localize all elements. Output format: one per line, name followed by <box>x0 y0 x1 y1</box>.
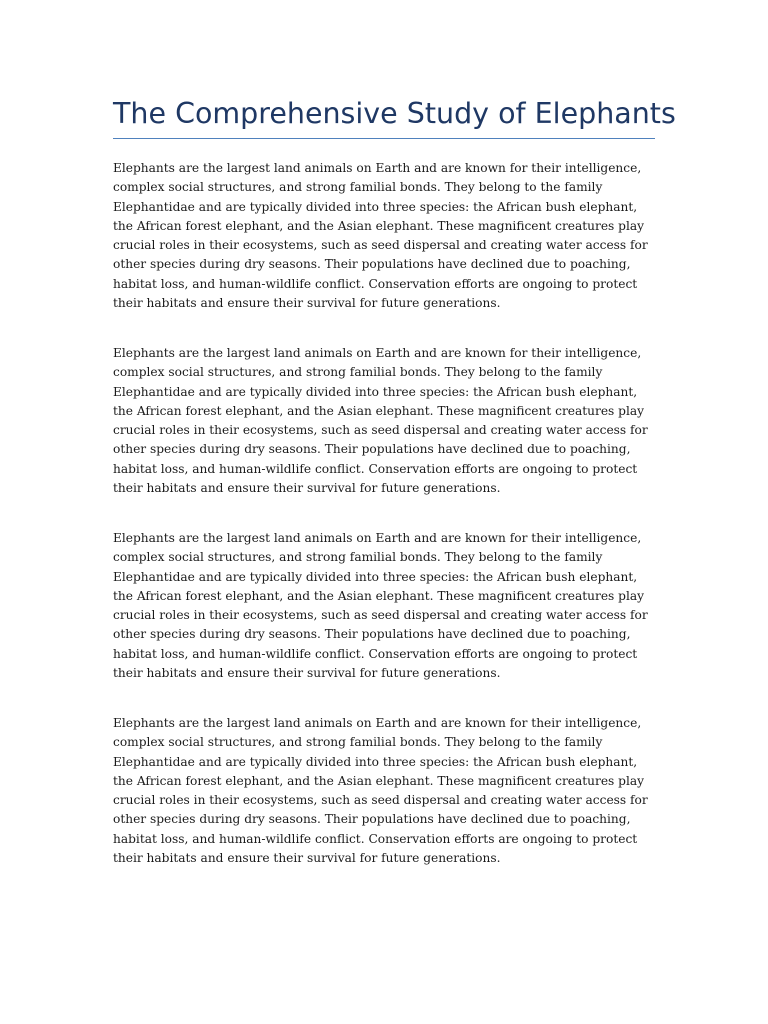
paragraph-4: Elephants are the largest land animals on Earth and are known for their intelligence, complex social structures, and strong familial bonds. They belong to the family Elephantidae and are typically divided into three species: the African bush elephant, the African forest elephant, and the Asian elephant. These magnificent creatures play crucial roles in their ecosystems, such as seed dispersal and creating water access for other species during dry seasons. Their populations have declined due to poaching, habitat loss, and human-wildlife conflict. Conservation efforts are ongoing to protect their habitats and ensure their survival for future generations. <box>113 716 648 866</box>
paragraph-2: Elephants are the largest land animals on Earth and are known for their intelligence, complex social structures, and strong familial bonds. They belong to the family Elephantidae and are typically divided into three species: the African bush elephant, the African forest elephant, and the Asian elephant. These magnificent creatures play crucial roles in their ecosystems, such as seed dispersal and creating water access for other species during dry seasons. Their populations have declined due to poaching, habitat loss, and human-wildlife conflict. Conservation efforts are ongoing to protect their habitats and ensure their survival for future generations. <box>113 346 648 496</box>
paragraph-1: Elephants are the largest land animals on Earth and are known for their intelligence, complex social structures, and strong familial bonds. They belong to the family Elephantidae and are typically divided into three species: the African bush elephant, the African forest elephant, and the Asian elephant. These magnificent creatures play crucial roles in their ecosystems, such as seed dispersal and creating water access for other species during dry seasons. Their populations have declined due to poaching, habitat loss, and human-wildlife conflict. Conservation efforts are ongoing to protect their habitats and ensure their survival for future generations. <box>113 161 648 311</box>
title-underline-rule <box>113 138 655 139</box>
paragraph-3: Elephants are the largest land animals on Earth and are known for their intelligence, complex social structures, and strong familial bonds. They belong to the family Elephantidae and are typically divided into three species: the African bush elephant, the African forest elephant, and the Asian elephant. These magnificent creatures play crucial roles in their ecosystems, such as seed dispersal and creating water access for other species during dry seasons. Their populations have declined due to poaching, habitat loss, and human-wildlife conflict. Conservation efforts are ongoing to protect their habitats and ensure their survival for future generations. <box>113 531 648 681</box>
document-title: The Comprehensive Study of Elephants <box>113 97 676 130</box>
